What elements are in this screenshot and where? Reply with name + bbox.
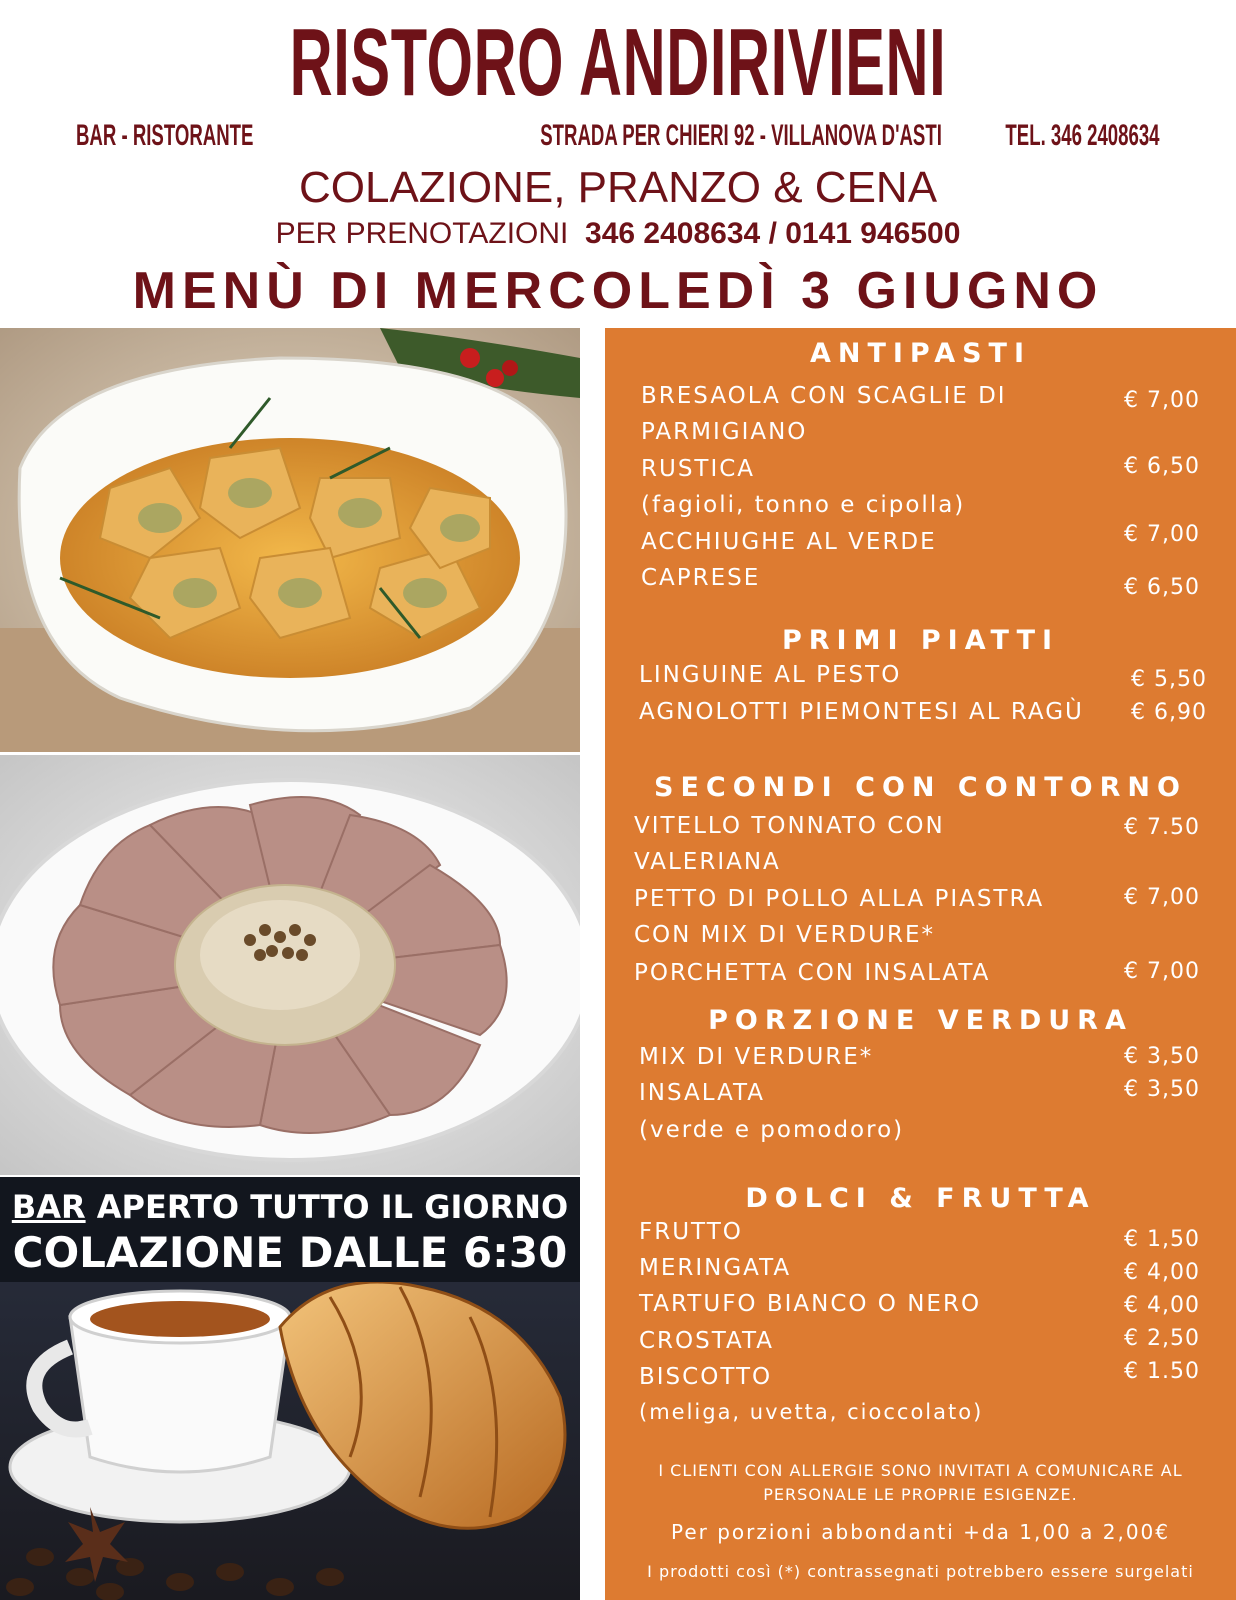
menu-price-meringata: € 4,00 <box>1124 1260 1200 1285</box>
vitello-tonnato-photo <box>0 755 580 1175</box>
menu-item-frutto: FRUTTO <box>639 1219 743 1245</box>
allergy-note-line1: I CLIENTI CON ALLERGIE SONO INVITATI A COMUNICARE AL <box>658 1461 1183 1480</box>
menu-price-caprese: € 6,50 <box>1124 575 1200 600</box>
menu-price-frutto: € 1,50 <box>1124 1227 1200 1252</box>
menu-item-bresaola: BRESAOLA CON SCAGLIE DI <box>641 383 1007 409</box>
menu-item-acchiughe: ACCHIUGHE AL VERDE <box>641 529 937 555</box>
menu-item-porchetta: PORCHETTA CON INSALATA <box>634 960 991 986</box>
menu-price-insalata: € 3,50 <box>1124 1077 1200 1102</box>
frozen-note: I prodotti così (*) contrassegnati potrebbero essere surgelati <box>647 1562 1194 1581</box>
menu-price-porchetta: € 7,00 <box>1124 959 1200 984</box>
bar-word: BAR <box>11 1188 86 1226</box>
section-title-verdura: PORZIONE VERDURA <box>708 1005 1133 1036</box>
menu-price-rustica: € 6,50 <box>1124 454 1200 479</box>
menu-item-crostata: CROSTATA <box>639 1328 774 1354</box>
menu-item-agnolotti: AGNOLOTTI PIEMONTESI AL RAGÙ <box>639 699 1084 725</box>
section-title-dolci: DOLCI & FRUTTA <box>745 1183 1096 1214</box>
section-title-secondi: SECONDI CON CONTORNO <box>654 772 1187 803</box>
menu-item-biscotto: BISCOTTO <box>639 1364 773 1390</box>
menu-item-biscotto-line2: (meliga, uvetta, cioccolato) <box>639 1400 984 1424</box>
menu-item-mix-verdure: MIX DI VERDURE* <box>639 1044 874 1070</box>
bar-open-rest: APERTO TUTTO IL GIORNO <box>85 1188 569 1226</box>
menu-price-bresaola: € 7,00 <box>1124 388 1200 413</box>
business-type: BAR - RISTORANTE <box>76 119 254 152</box>
agnolotti-pasta-photo <box>0 328 580 752</box>
panel-separator <box>580 328 605 1600</box>
allergy-note-line2: PERSONALE LE PROPRIE ESIGENZE. <box>763 1485 1078 1504</box>
menu-item-linguine: LINGUINE AL PESTO <box>639 662 902 688</box>
menu-item-caprese: CAPRESE <box>641 565 761 591</box>
menu-price-biscotto: € 1.50 <box>1124 1359 1200 1384</box>
menu-item-bresaola-line2: PARMIGIANO <box>641 419 808 445</box>
menu-price-crostata: € 2,50 <box>1124 1326 1200 1351</box>
bar-open-line <box>0 1188 580 1226</box>
portions-note: Per porzioni abbondanti +da 1,00 a 2,00€ <box>670 1520 1171 1544</box>
breakfast-hours: COLAZIONE DALLE 6:30 <box>12 1228 568 1277</box>
menu-item-rustica-line2: (fagioli, tonno e cipolla) <box>641 492 966 518</box>
booking-line <box>0 216 1236 252</box>
restaurant-title: RISTORO ANDIRIVIENI <box>289 9 947 116</box>
menu-item-rustica: RUSTICA <box>641 456 756 482</box>
menu-item-pollo: PETTO DI POLLO ALLA PIASTRA <box>634 886 1045 912</box>
address-text: STRADA PER CHIERI 92 - VILLANOVA D'ASTI <box>540 119 942 152</box>
menu-price-acchiughe: € 7,00 <box>1124 522 1200 547</box>
menu-item-vitello: VITELLO TONNATO CON <box>634 813 945 839</box>
section-title-antipasti: ANTIPASTI <box>809 338 1032 369</box>
meals-subtitle: COLAZIONE, PRANZO & CENA <box>298 163 938 212</box>
booking-label: PER PRENOTAZIONI <box>275 217 569 250</box>
menu-price-pollo: € 7,00 <box>1124 885 1200 910</box>
booking-numbers: 346 2408634 / 0141 946500 <box>585 217 961 250</box>
menu-price-linguine: € 5,50 <box>1131 667 1207 692</box>
phone-number: TEL. 346 2408634 <box>1005 119 1160 152</box>
menu-price-tartufo: € 4,00 <box>1124 1293 1200 1318</box>
menu-price-agnolotti: € 6,90 <box>1131 700 1207 725</box>
info-row <box>0 120 1236 152</box>
menu-price-vitello: € 7.50 <box>1124 815 1200 840</box>
menu-item-pollo-line2: CON MIX DI VERDURE* <box>634 922 935 948</box>
menu-item-tartufo: TARTUFO BIANCO O NERO <box>639 1291 982 1317</box>
menu-item-meringata: MERINGATA <box>639 1255 792 1281</box>
menu-item-vitello-line2: VALERIANA <box>634 849 781 875</box>
menu-item-insalata: INSALATA <box>639 1080 766 1106</box>
menu-item-insalata-line2: (verde e pomodoro) <box>639 1117 905 1143</box>
menu-price-mix-verdure: € 3,50 <box>1124 1044 1200 1069</box>
section-title-primi: PRIMI PIATTI <box>781 625 1060 656</box>
menu-date-heading: MENÙ DI MERCOLEDÌ 3 GIUGNO <box>132 262 1104 320</box>
